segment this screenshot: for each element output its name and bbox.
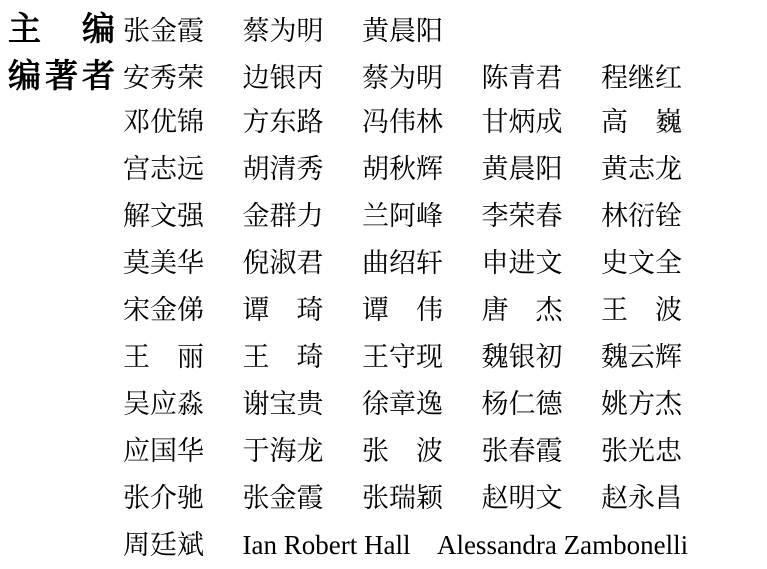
author-name: 边银丙 xyxy=(242,63,324,93)
author-name: 邓优锦 xyxy=(123,107,204,137)
author-name: 黄志龙 xyxy=(601,154,682,184)
author-name: 周廷斌 xyxy=(123,530,204,560)
author-name: 魏云辉 xyxy=(601,342,682,372)
author-name: 方东路 xyxy=(242,107,324,137)
author-name: 赵永昌 xyxy=(601,483,682,513)
author-name: 赵明文 xyxy=(481,483,563,513)
author-name: 李荣春 xyxy=(481,201,563,231)
author-name: 甘炳成 xyxy=(481,107,563,137)
author-names xyxy=(123,55,682,102)
author-name: 张瑞颖 xyxy=(362,483,443,513)
author-name: 解文强 xyxy=(123,201,204,231)
chief-editor-name: 蔡为明 xyxy=(242,16,324,46)
author-names xyxy=(123,287,682,334)
author-names xyxy=(123,381,682,428)
authors-row xyxy=(8,52,767,99)
chief-editor-name: 张金霞 xyxy=(123,16,204,46)
author-name: 黄晨阳 xyxy=(481,154,563,184)
author-name: Alessandra Zambonelli xyxy=(436,530,689,560)
authors-row xyxy=(8,334,767,381)
authors-row xyxy=(8,99,767,146)
author-name: 王守现 xyxy=(362,342,443,372)
author-name: 杨仁德 xyxy=(481,389,563,419)
author-name: 谭 伟 xyxy=(362,295,443,325)
author-name: 张 波 xyxy=(362,436,443,466)
author-name: 曲绍轩 xyxy=(362,248,443,278)
author-name: 姚方杰 xyxy=(601,389,682,419)
authors-row xyxy=(8,475,767,522)
author-name: 应国华 xyxy=(123,436,204,466)
author-name: 谭 琦 xyxy=(242,295,324,325)
authors-row xyxy=(8,381,767,428)
author-name: 张光忠 xyxy=(601,436,682,466)
author-names xyxy=(123,522,688,569)
author-name: 申进文 xyxy=(481,248,563,278)
author-name: 高 巍 xyxy=(601,107,682,137)
author-name: 唐 杰 xyxy=(481,295,563,325)
author-name: 谢宝贵 xyxy=(242,389,324,419)
authors-row-last xyxy=(8,522,767,569)
author-names xyxy=(123,475,682,522)
author-names xyxy=(123,99,682,146)
author-name: 张春霞 xyxy=(481,436,563,466)
author-name: 王 丽 xyxy=(123,342,204,372)
author-name: 胡清秀 xyxy=(242,154,324,184)
author-names xyxy=(123,146,682,193)
authors-row xyxy=(8,146,767,193)
author-name: 张金霞 xyxy=(242,483,324,513)
authors-label: 编著者 xyxy=(8,57,115,94)
author-names xyxy=(123,334,682,381)
author-name: 兰阿峰 xyxy=(362,201,443,231)
author-name: 胡秋辉 xyxy=(362,154,443,184)
author-name: 倪淑君 xyxy=(242,248,324,278)
author-name: 安秀荣 xyxy=(123,63,204,93)
author-name: 王 波 xyxy=(601,295,682,325)
author-name: 张介驰 xyxy=(123,483,204,513)
authors-row xyxy=(8,193,767,240)
author-name: 史文全 xyxy=(601,248,682,278)
author-name: 于海龙 xyxy=(242,436,324,466)
author-name: 莫美华 xyxy=(123,248,204,278)
chief-editor-names xyxy=(123,8,443,55)
author-name: 王 琦 xyxy=(242,342,324,372)
author-name: 程继红 xyxy=(601,63,682,93)
author-name: 宫志远 xyxy=(123,154,204,184)
author-name: 吴应淼 xyxy=(123,389,204,419)
author-name: 魏银初 xyxy=(481,342,563,372)
author-name: 蔡为明 xyxy=(362,63,443,93)
chief-editor-row xyxy=(8,5,767,52)
authors-row xyxy=(8,240,767,287)
author-names xyxy=(123,428,682,475)
author-name: 徐章逸 xyxy=(362,389,443,419)
author-name: Ian Robert Hall xyxy=(242,530,411,560)
author-names xyxy=(123,193,682,240)
author-name: 宋金俤 xyxy=(123,295,204,325)
authors-row xyxy=(8,428,767,475)
author-name: 陈青君 xyxy=(481,63,563,93)
chief-editor-name: 黄晨阳 xyxy=(362,16,443,46)
author-name: 林衍铨 xyxy=(601,201,682,231)
authors-row xyxy=(8,287,767,334)
author-name: 金群力 xyxy=(242,201,324,231)
author-names xyxy=(123,240,682,287)
author-name: 冯伟林 xyxy=(362,107,443,137)
chief-editor-label: 主 编 xyxy=(8,10,115,47)
